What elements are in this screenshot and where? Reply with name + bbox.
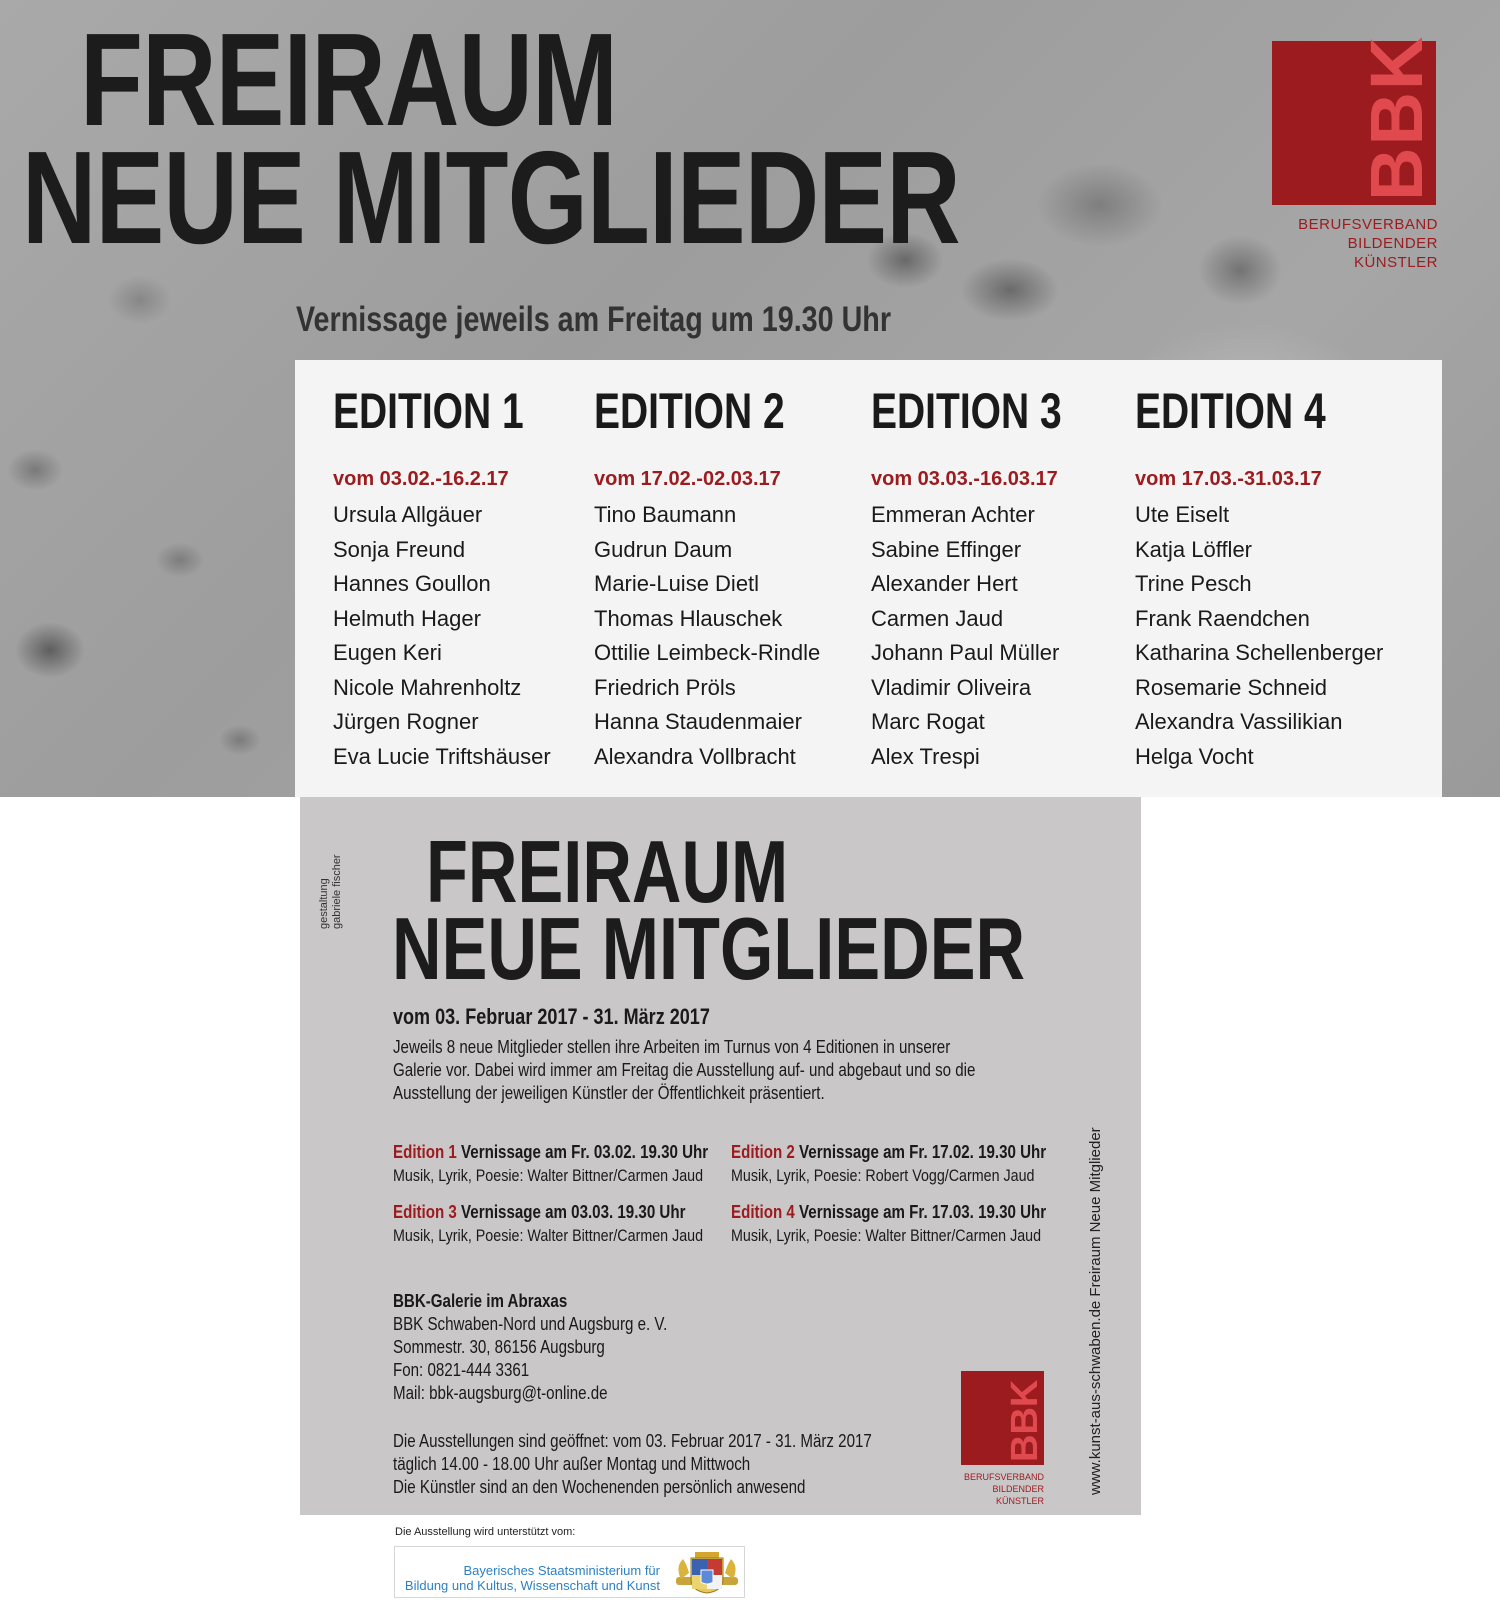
artist-name: Vladimir Oliveira bbox=[871, 674, 1032, 700]
artist-name: Marc Rogat bbox=[871, 709, 985, 734]
artist-name: Alexandra Vassilikian bbox=[1135, 709, 1343, 734]
gallery-mail: Mail: bbk-augsburg@t-online.de bbox=[393, 1383, 608, 1403]
artist-list bbox=[1135, 498, 1383, 774]
hours-line2: täglich 14.00 - 18.00 Uhr außer Montag und Mittwoch bbox=[393, 1454, 751, 1474]
artist-name: Alex Trespi bbox=[871, 743, 980, 769]
poster-title-line2: NEUE MITGLIEDER bbox=[22, 124, 960, 271]
bbk-logo-letters: BBK bbox=[1004, 1379, 1046, 1462]
event-edition-1 bbox=[393, 1140, 708, 1188]
artist-name: Johann Paul Müller bbox=[871, 640, 1060, 665]
bbk-logo-subtitle bbox=[1260, 215, 1438, 272]
design-credit bbox=[318, 854, 344, 929]
artist-name: Eva Lucie Triftshäuser bbox=[333, 743, 551, 769]
gallery-name: BBK-Galerie im Abraxas bbox=[393, 1291, 568, 1311]
artist-name: Katja Löffler bbox=[1135, 536, 1253, 562]
event-edition-label: Edition 1 bbox=[393, 1142, 457, 1162]
event-edition-label: Edition 4 bbox=[731, 1202, 795, 1222]
hours-line1: Die Ausstellungen sind geöffnet: vom 03. Februar 2017 - 31. März 2017 bbox=[393, 1431, 872, 1451]
sponsor-name-line1: Bayerisches Staatsministerium für bbox=[463, 1563, 660, 1578]
sponsor-name-line2: Bildung und Kultus, Wissenschaft und Kunst bbox=[404, 1578, 660, 1593]
bbk-logo-letters: BBK bbox=[1355, 34, 1438, 201]
event-edition-2 bbox=[731, 1140, 1046, 1188]
artist-name: Sonja Freund bbox=[333, 536, 466, 562]
event-vernissage: Vernissage am 03.03. 19.30 Uhr bbox=[461, 1202, 686, 1222]
flyer-title-line1: FREIRAUM bbox=[426, 822, 789, 921]
artist-name: Friedrich Pröls bbox=[594, 674, 736, 700]
hours-line3: Die Künstler sind an den Wochenenden persönlich anwesend bbox=[393, 1477, 806, 1497]
bbk-logo-small bbox=[961, 1371, 1044, 1465]
edition-dates: vom 03.03.-16.03.17 bbox=[871, 468, 1058, 490]
edition-heading: EDITION 1 bbox=[333, 383, 524, 439]
edition-heading: EDITION 2 bbox=[594, 383, 785, 439]
artist-name: Thomas Hlauschek bbox=[594, 605, 783, 631]
event-vernissage: Vernissage am Fr. 03.02. 19.30 Uhr bbox=[461, 1142, 709, 1162]
credit-line2: gabriele fischer bbox=[331, 854, 343, 929]
flyer-date-range: vom 03. Februar 2017 - 31. März 2017 bbox=[393, 1004, 710, 1029]
artist-name: Ute Eiselt bbox=[1135, 502, 1230, 527]
edition-dates: vom 17.03.-31.03.17 bbox=[1135, 468, 1322, 490]
event-program: Musik, Lyrik, Poesie: Walter Bittner/Carmen Jaud bbox=[393, 1166, 704, 1185]
credit-line1: gestaltung bbox=[318, 878, 330, 929]
event-program: Musik, Lyrik, Poesie: Robert Vogg/Carmen Jaud bbox=[731, 1166, 1035, 1185]
event-edition-label: Edition 2 bbox=[731, 1142, 795, 1162]
artist-name: Jürgen Rogner bbox=[333, 709, 479, 734]
bavarian-coat-of-arms-icon bbox=[673, 1549, 741, 1595]
artist-name: Helga Vocht bbox=[1135, 743, 1254, 769]
flyer-title-line2: NEUE MITGLIEDER bbox=[392, 899, 1026, 998]
edition-heading: EDITION 4 bbox=[1135, 383, 1326, 439]
artist-list bbox=[871, 498, 1059, 774]
sponsor-logo bbox=[394, 1546, 745, 1598]
gallery-phone: Fon: 0821-444 3361 bbox=[393, 1360, 530, 1380]
artist-name: Hannes Goullon bbox=[333, 571, 491, 596]
edition-heading: EDITION 3 bbox=[871, 383, 1062, 439]
event-program: Musik, Lyrik, Poesie: Walter Bittner/Carmen Jaud bbox=[393, 1226, 704, 1245]
edition-dates: vom 17.02.-02.03.17 bbox=[594, 468, 781, 490]
artist-name: Rosemarie Schneid bbox=[1135, 674, 1327, 700]
artist-name: Nicole Mahrenholtz bbox=[333, 674, 522, 700]
artist-name: Trine Pesch bbox=[1135, 571, 1252, 596]
bbk-logo-small-subtitle bbox=[950, 1471, 1044, 1507]
artist-name: Hanna Staudenmaier bbox=[594, 709, 802, 734]
artist-name: Alexandra Vollbracht bbox=[594, 743, 796, 769]
artist-name: Carmen Jaud bbox=[871, 605, 1004, 631]
editions-panel bbox=[295, 360, 1442, 797]
logo-sub-line1: BERUFSVERBAND bbox=[963, 1472, 1044, 1482]
event-edition-4 bbox=[731, 1200, 1046, 1248]
logo-sub-line1: BERUFSVERBAND bbox=[1298, 216, 1438, 233]
event-edition-3 bbox=[393, 1200, 703, 1248]
logo-sub-line2: BILDENDER KÜNSTLER bbox=[992, 1484, 1044, 1506]
artist-list bbox=[333, 498, 551, 774]
artist-name: Frank Raendchen bbox=[1135, 605, 1310, 631]
flyer-intro: Jeweils 8 neue Mitglieder stellen ihre Arbeiten im Turnus von 4 Editionen in unserer Galerie vor. Dabei wird immer am Freitag die Ausstellung auf- und abgebaut und so die Ausstellung der jeweiligen Künstler der Öffentlichkeit präsentiert. bbox=[393, 1037, 976, 1103]
event-program: Musik, Lyrik, Poesie: Walter Bittner/Carmen Jaud bbox=[731, 1226, 1042, 1245]
poster-top bbox=[0, 0, 1500, 797]
website-vertical-text: www.kunst-aus-schwaben.de Freiraum Neue Mitglieder bbox=[1087, 1127, 1104, 1495]
bbk-logo bbox=[1272, 34, 1438, 205]
artist-name: Katharina Schellenberger bbox=[1135, 640, 1384, 665]
artist-name: Eugen Keri bbox=[333, 640, 442, 665]
sponsor-note: Die Ausstellung wird unterstützt vom: bbox=[395, 1526, 576, 1538]
event-edition-label: Edition 3 bbox=[393, 1202, 457, 1222]
gallery-org: BBK Schwaben-Nord und Augsburg e. V. bbox=[393, 1314, 668, 1334]
gallery-address bbox=[393, 1290, 667, 1405]
poster-title-line1: FREIRAUM bbox=[80, 6, 618, 153]
artist-name: Alexander Hert bbox=[871, 571, 1018, 596]
artist-name: Marie-Luise Dietl bbox=[594, 571, 760, 596]
opening-hours bbox=[393, 1430, 872, 1499]
artist-name: Emmeran Achter bbox=[871, 502, 1035, 527]
edition-dates: vom 03.02.-16.2.17 bbox=[333, 468, 509, 490]
sponsor-name bbox=[395, 1563, 660, 1593]
artist-name: Helmuth Hager bbox=[333, 605, 481, 631]
event-vernissage: Vernissage am Fr. 17.03. 19.30 Uhr bbox=[799, 1202, 1047, 1222]
artist-name: Sabine Effinger bbox=[871, 536, 1022, 562]
artist-name: Ursula Allgäuer bbox=[333, 502, 483, 527]
artist-name: Ottilie Leimbeck-Rindle bbox=[594, 640, 821, 665]
artist-name: Tino Baumann bbox=[594, 502, 737, 527]
artist-list bbox=[594, 498, 820, 774]
event-vernissage: Vernissage am Fr. 17.02. 19.30 Uhr bbox=[799, 1142, 1047, 1162]
artist-name: Gudrun Daum bbox=[594, 536, 733, 562]
logo-sub-line2: BILDENDER KÜNSTLER bbox=[1347, 235, 1438, 271]
gallery-street: Sommestr. 30, 86156 Augsburg bbox=[393, 1337, 605, 1357]
vernissage-note: Vernissage jeweils am Freitag um 19.30 Uhr bbox=[296, 300, 892, 339]
